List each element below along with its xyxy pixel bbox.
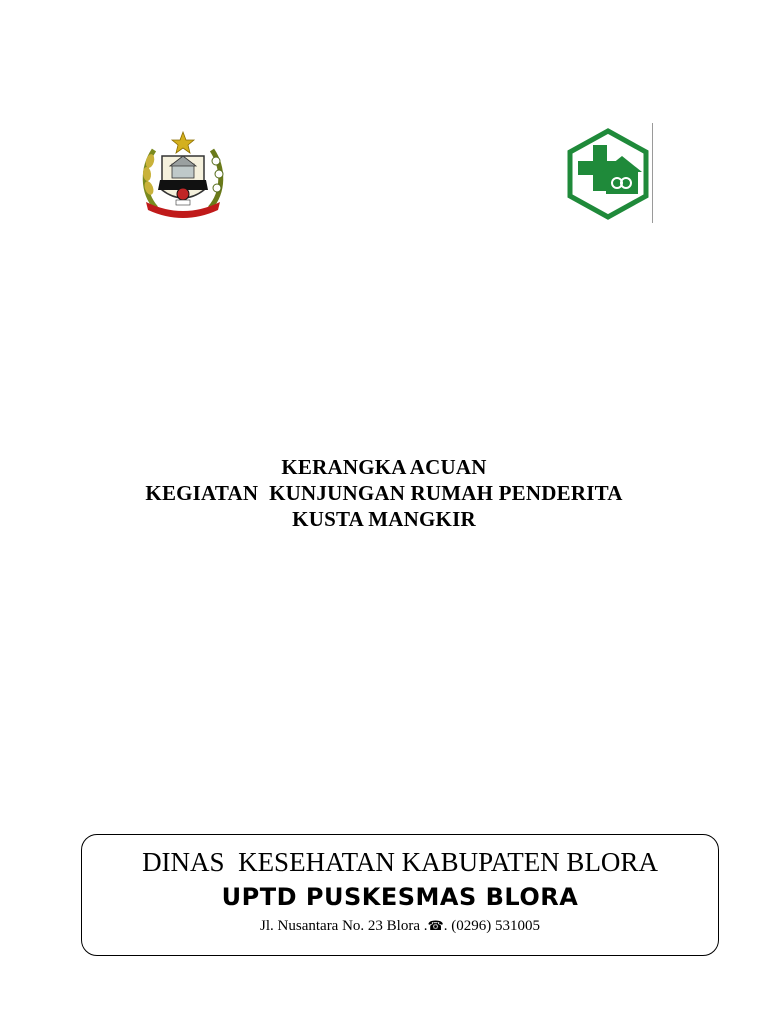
document-title bbox=[0, 454, 768, 532]
unit-name: UPTD PUSKESMAS BLORA bbox=[221, 883, 579, 911]
agency-name: DINAS KESEHATAN KABUPATEN BLORA bbox=[142, 847, 658, 877]
title-line-1: KERANGKA ACUAN bbox=[281, 455, 487, 479]
blora-regency-crest-icon bbox=[136, 128, 230, 222]
page-margin-line bbox=[652, 123, 653, 223]
title-line-3: KUSTA MANGKIR bbox=[292, 507, 476, 531]
address-text: Jl. Nusantara No. 23 Blora . bbox=[260, 918, 428, 934]
title-line-2: KEGIATAN KUNJUNGAN RUMAH PENDERITA bbox=[145, 481, 623, 505]
puskesmas-logo-icon bbox=[566, 128, 650, 220]
telephone-icon: ☎ bbox=[427, 919, 444, 934]
institution-footer-box bbox=[81, 834, 719, 956]
address-line bbox=[82, 916, 718, 937]
phone-number: . (0296) 531005 bbox=[443, 918, 540, 934]
